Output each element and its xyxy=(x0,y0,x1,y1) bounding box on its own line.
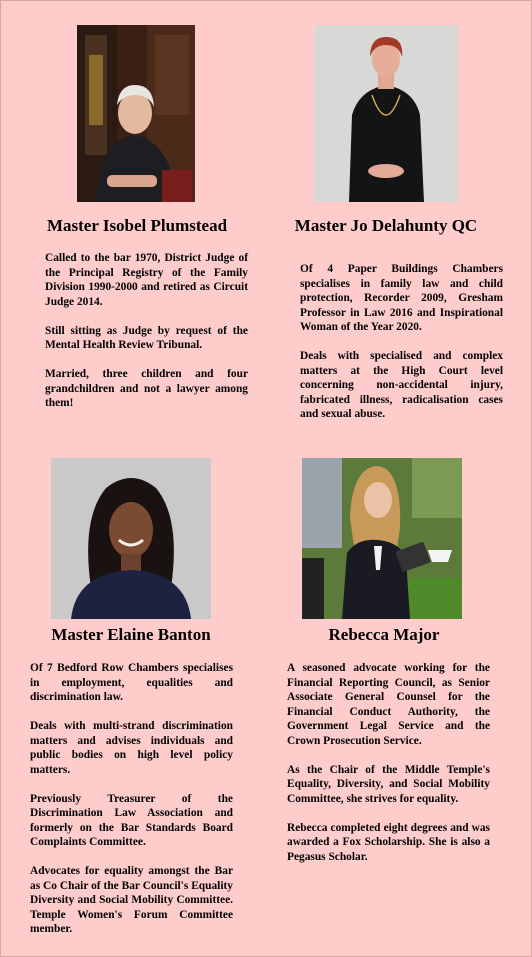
photo-jo-delahunty xyxy=(314,25,458,202)
bio-paragraph: A seasoned advocate working for the Financial Reporting Council, as Senior Associate General Counsel for the Financial Conduct Authority, the Government Legal Service and the Crown Prosecution Service. xyxy=(287,662,490,747)
bio-paragraph: Advocates for equality amongst the Bar as Co Chair of the Bar Council's Equality Diversity and Social Mobility Committee. Temple Women's Forum Committee member. xyxy=(30,865,233,935)
photo-isobel-plumstead xyxy=(77,25,195,202)
name-rebecca-major: Rebecca Major xyxy=(328,625,440,644)
bio-paragraph: As the Chair of the Middle Temple's Equality, Diversity, and Social Mobility Committee, she strives for equality. xyxy=(287,763,490,805)
bio-jo-delahunty xyxy=(300,262,503,422)
bio-elaine-banton xyxy=(30,661,233,937)
bio-paragraph: Still sitting as Judge by request of the Mental Health Review Tribunal. xyxy=(45,324,248,351)
photo-rebecca-major xyxy=(302,458,462,619)
bio-paragraph: Rebecca completed eight degrees and was awarded a Fox Scholarship. She is also a Pegasus Scholar. xyxy=(287,821,490,863)
photo-elaine-banton xyxy=(51,458,211,619)
name-elaine-banton: Master Elaine Banton xyxy=(51,625,211,644)
bio-rebecca-major xyxy=(287,661,490,864)
bio-paragraph: Deals with specialised and complex matters at the High Court level concerning non-accidental injury, fabricated illness, radicalisation cases and sexual abuse. xyxy=(300,350,503,420)
name-jo-delahunty: Master Jo Delahunty QC xyxy=(294,216,478,235)
name-isobel-plumstead: Master Isobel Plumstead xyxy=(46,216,228,235)
bio-paragraph: Married, three children and four grandchildren and not a lawyer among them! xyxy=(45,368,248,409)
bio-paragraph: Deals with multi-strand discrimination matters and advises individuals and public bodies on high level policy matters. xyxy=(30,720,233,776)
bio-paragraph: Previously Treasurer of the Discrimination Law Association and formerly on the Bar Standards Board Complaints Committee. xyxy=(30,792,233,848)
bio-isobel-plumstead xyxy=(45,251,248,411)
bio-paragraph: Called to the bar 1970, District Judge of the Principal Registry of the Family Division 1990-2000 and retired as Circuit Judge 2014. xyxy=(45,252,248,308)
bio-paragraph: Of 4 Paper Buildings Chambers specialises in family law and child protection, Recorder 2009, Gresham Professor in Law 2016 and Inspirational Woman of the Year 2020. xyxy=(300,263,503,333)
bio-paragraph: Of 7 Bedford Row Chambers specialises in employment, equalities and discrimination law. xyxy=(30,662,233,703)
